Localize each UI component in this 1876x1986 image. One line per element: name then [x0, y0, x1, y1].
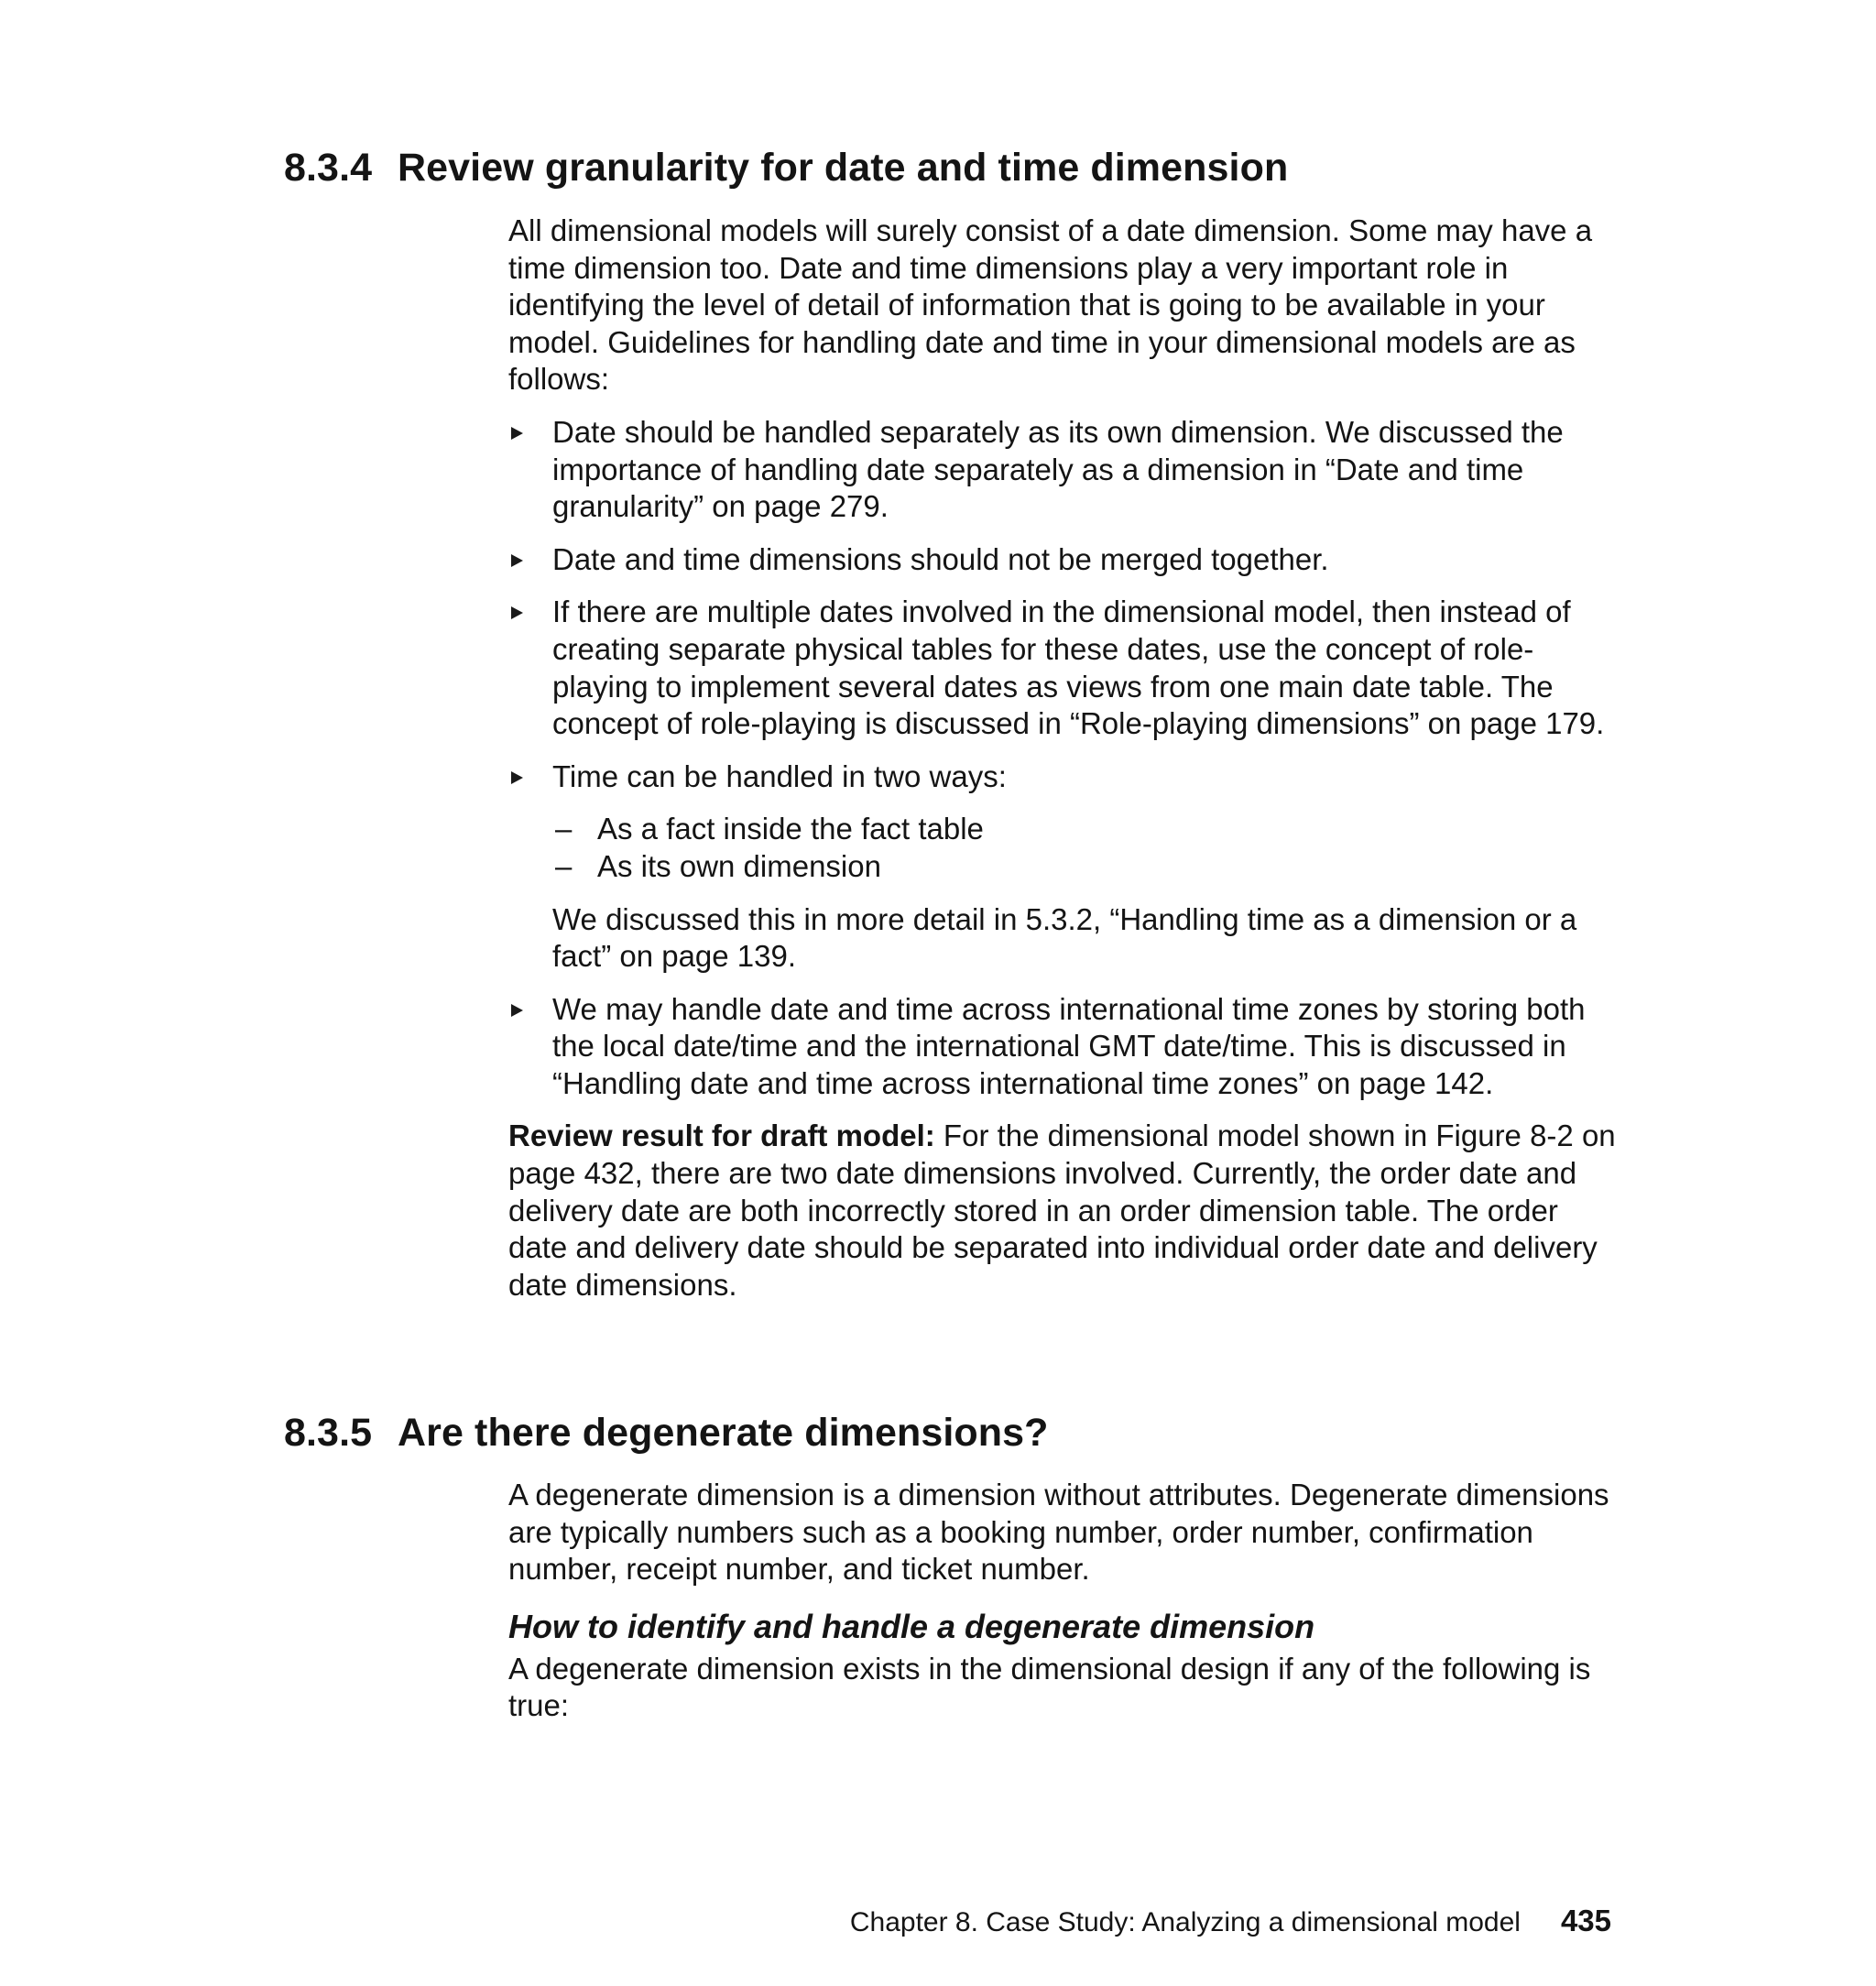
section-heading-8-3-4: [284, 144, 1288, 191]
page-number: 435: [1560, 1904, 1611, 1937]
guidelines-list: [508, 414, 1617, 1103]
list-item-text: Date and time dimensions should not be merged together.: [552, 541, 1329, 576]
review-result-label: Review result for draft model:: [508, 1118, 935, 1153]
list-item: [552, 811, 1617, 848]
list-item: [508, 594, 1617, 742]
review-result-paragraph: [508, 1118, 1617, 1304]
dash-marker: –: [555, 848, 573, 883]
section-number: 8.3.4: [284, 146, 373, 190]
section-body-8-3-5: [508, 1477, 1617, 1725]
section-title: Are there degenerate dimensions?: [398, 1411, 1049, 1455]
time-ways-list: [552, 811, 1617, 885]
intro-paragraph: All dimensional models will surely consist of a date dimension. Some may have a time dimension too. Date and time dimensions play a very important role in identifying the level of detail of information that is going to be available in your model. Guidelines for handling date and time in your dimensional models are as follows:: [508, 213, 1593, 397]
list-item: [508, 414, 1617, 526]
review-result-text: For the dimensional model shown in Figure 8-2 on page 432, there are two date dimensions involved. Currently, the order date and delivery date are both incorrectly stored in an order dimension table. The order date and delivery date should be separated into individual order date and delivery date dimensions.: [508, 1118, 1616, 1302]
list-item-text: We may handle date and time across international time zones by storing both the local date/time and the international GMT date/time. This is discussed in “Handling date and time across international time zones” on page 142.: [552, 991, 1586, 1100]
dash-marker: –: [555, 812, 573, 846]
section-body-8-3-4: [508, 213, 1617, 1304]
section-heading-8-3-5: [284, 1409, 1049, 1457]
subheading: How to identify and handle a degenerate dimension: [508, 1607, 1315, 1645]
degenerate-paragraph: A degenerate dimension exists in the dimensional design if any of the following is true:: [508, 1651, 1591, 1723]
bullet-triangle-icon: [511, 427, 523, 440]
page-footer: [850, 1904, 1611, 1939]
time-note-paragraph: We discussed this in more detail in 5.3.2, “Handling time as a dimension or a fact” on page 139.: [552, 901, 1577, 974]
intro-paragraph: A degenerate dimension is a dimension without attributes. Degenerate dimensions are typically numbers such as a booking number, order number, confirmation number, receipt number, and ticket number.: [508, 1478, 1609, 1587]
section-number: 8.3.5: [284, 1411, 373, 1455]
list-item-text: As a fact inside the fact table: [597, 812, 984, 846]
list-item-text: If there are multiple dates involved in the dimensional model, then instead of creating separate physical tables for these dates, use the concept of role-playing to implement several dates as views from one main date table. The concept of role-playing is discussed in “Role-playing dimensions” on page 179.: [552, 595, 1605, 741]
list-item-text: As its own dimension: [597, 848, 881, 883]
section-title: Review granularity for date and time dimension: [398, 146, 1289, 190]
list-item: [508, 758, 1617, 976]
list-item-text: Time can be handled in two ways:: [552, 758, 1007, 793]
bullet-triangle-icon: [511, 554, 523, 567]
list-item-text: Date should be handled separately as its own dimension. We discussed the importance of handling date separately as a dimension in “Date and time granularity” on page 279.: [552, 414, 1564, 524]
chapter-title: Chapter 8. Case Study: Analyzing a dimensional model: [849, 1907, 1521, 1937]
bullet-triangle-icon: [511, 1004, 523, 1017]
bullet-triangle-icon: [511, 771, 523, 784]
list-item: [508, 541, 1617, 579]
bullet-triangle-icon: [511, 606, 523, 619]
list-item: [508, 991, 1617, 1103]
list-item: [552, 848, 1617, 886]
